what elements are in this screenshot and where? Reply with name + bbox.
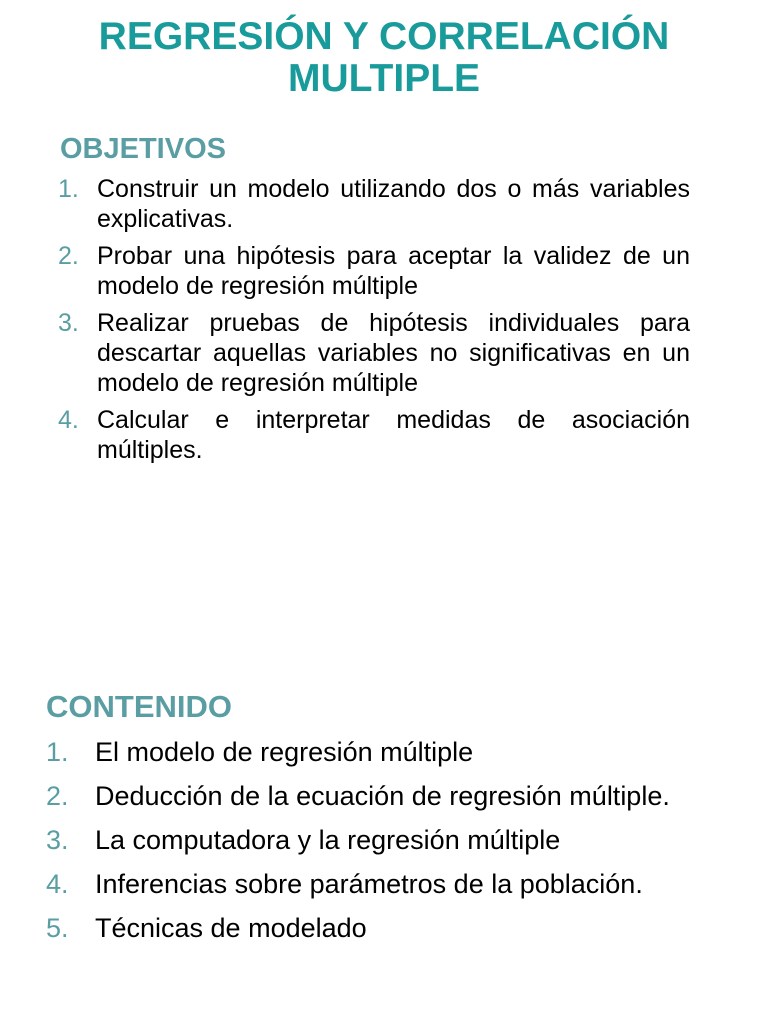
contenido-item-2	[46, 779, 726, 813]
contenido-item-4	[46, 867, 726, 901]
contenido-item-number: 5.	[46, 913, 69, 943]
contenido-item-1	[46, 735, 726, 769]
slide-title-line-2: MULTIPLE	[287, 57, 481, 100]
contenido-item-number: 3.	[46, 825, 69, 855]
contenido-list	[46, 735, 726, 955]
contenido-item-text: La computadora y la regresión múltiple	[95, 825, 561, 855]
objetivos-item-text: Probar una hipótesis para aceptar la validez de un modelo de regresión múltiple	[97, 242, 690, 300]
contenido-item-number: 1.	[46, 737, 69, 767]
contenido-item-number: 2.	[46, 781, 69, 811]
contenido-item-text: Inferencias sobre parámetros de la población.	[95, 869, 643, 899]
objetivos-item-text: Calcular e interpretar medidas de asociación múltiples.	[97, 406, 690, 464]
objetivos-item-number: 1.	[58, 175, 79, 203]
contenido-item-text: El modelo de regresión múltiple	[95, 737, 474, 767]
contenido-item-3	[46, 823, 726, 857]
contenido-item-5	[46, 911, 726, 945]
objetivos-item-2	[58, 241, 690, 301]
objetivos-item-1	[58, 174, 690, 234]
objetivos-item-number: 3.	[58, 309, 79, 337]
contenido-item-text: Deducción de la ecuación de regresión múltiple.	[95, 781, 670, 811]
contenido-item-number: 4.	[46, 869, 69, 899]
contenido-heading: CONTENIDO	[46, 689, 232, 724]
objetivos-list	[58, 174, 690, 472]
objetivos-item-text: Realizar pruebas de hipótesis individuales para descartar aquellas variables no significativas en un modelo de regresión múltiple	[97, 309, 690, 397]
objetivos-item-number: 4.	[58, 406, 79, 434]
objetivos-item-text: Construir un modelo utilizando dos o más variables explicativas.	[97, 175, 690, 233]
objetivos-item-4	[58, 405, 690, 465]
slide-title	[0, 16, 768, 100]
objetivos-item-3	[58, 308, 690, 398]
objetivos-item-number: 2.	[58, 242, 79, 270]
contenido-item-text: Técnicas de modelado	[95, 913, 367, 943]
objetivos-heading: OBJETIVOS	[60, 133, 226, 165]
slide-title-line-1: REGRESIÓN Y CORRELACIÓN	[98, 15, 670, 58]
